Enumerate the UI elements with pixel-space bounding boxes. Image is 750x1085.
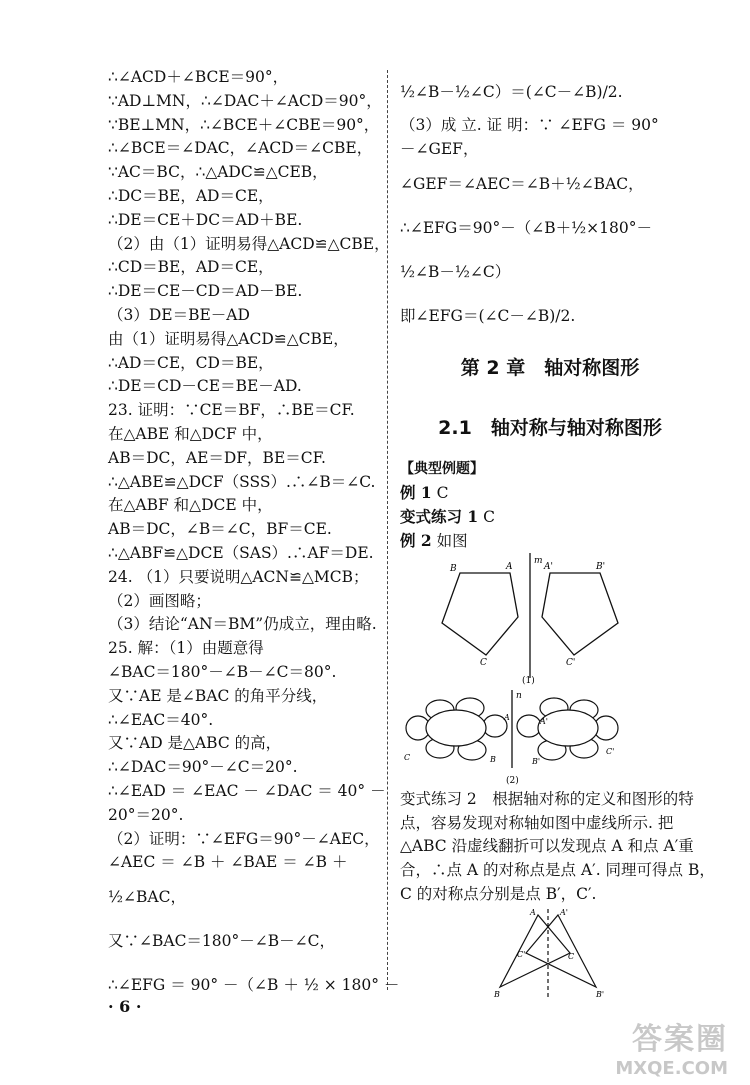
flower-figure bbox=[400, 688, 700, 788]
text-line: ∴△ABE≌△DCF（SSS）.∴∠B＝∠C. bbox=[108, 472, 376, 491]
pentagon-figure bbox=[400, 553, 700, 688]
tri-label-b: B bbox=[494, 989, 500, 999]
text-line: 23. 证明：∵CE＝BF，∴BE＝CF. bbox=[108, 401, 355, 420]
text-line: ∵AC＝BC，∴△ADC≌△CEB， bbox=[108, 163, 328, 182]
text-line: 由（1）证明易得△ACD≌△CBE， bbox=[108, 329, 349, 348]
text-line: ∴DE＝CE＋DC＝AD＋BE. bbox=[108, 210, 303, 229]
pentagon-left bbox=[442, 573, 518, 655]
text-line: AB＝DC，AE＝DF，BE＝CF. bbox=[108, 448, 326, 467]
example-2-text: 如图 bbox=[436, 531, 468, 550]
text-line: ∴∠EAD ＝ ∠EAC － ∠DAC ＝ 40° － bbox=[108, 781, 386, 800]
text-line: ∴DE＝CE－CD＝AD－BE. bbox=[108, 282, 303, 301]
text-line: ∴DC＝BE，AD＝CE， bbox=[108, 186, 274, 205]
text-line: －∠GEF， bbox=[400, 139, 479, 158]
label-a: A bbox=[506, 561, 513, 572]
example-tag: 【典型例题】 bbox=[400, 460, 484, 477]
flower-label-a: A bbox=[504, 712, 510, 722]
text-line: ∴∠DAC＝90°－∠C＝20°. bbox=[108, 758, 298, 777]
text-line: 20°＝20°. bbox=[108, 805, 184, 824]
label-c: C bbox=[480, 657, 487, 668]
example-2 bbox=[400, 529, 700, 553]
text-line: ∴∠EFG ＝ 90° －（∠B ＋ ½ × 180° － bbox=[108, 976, 400, 995]
text-line: 在△ABF 和△DCE 中， bbox=[108, 496, 273, 515]
figure-1-caption: (1) bbox=[522, 675, 535, 686]
page-number: · 6 · bbox=[108, 997, 142, 1016]
figure-2-caption: (2) bbox=[506, 775, 519, 786]
text-line: ∵AD⊥MN，∴∠DAC＋∠ACD＝90°， bbox=[108, 91, 382, 110]
label-b: B bbox=[450, 563, 457, 574]
variant-2-line: 变式练习 2 根据轴对称的定义和图形的特 bbox=[400, 789, 694, 808]
text-line: ∠AEC ＝ ∠B ＋ ∠BAE ＝ ∠B ＋ bbox=[108, 853, 348, 872]
text-line: （2）证明：∵∠EFG＝90°－∠AEC， bbox=[108, 829, 380, 848]
variant-2-line: C 的对称点分别是点 B′，C′. bbox=[400, 884, 597, 903]
tri-label-b-prime: B' bbox=[596, 989, 605, 999]
text-line: ∠GEF＝∠AEC＝∠B＋½∠BAC， bbox=[400, 174, 644, 193]
watermark-bottom: MXQE.COM bbox=[615, 1058, 728, 1079]
text-line: ∵BE⊥MN，∴∠BCE＋∠CBE＝90°， bbox=[108, 115, 380, 134]
triangle-abc-prime bbox=[526, 915, 596, 987]
flower-label-a-prime: A' bbox=[540, 716, 548, 726]
text-line: ∴∠EAC＝40°. bbox=[108, 710, 214, 729]
text-line: ½∠B－½∠C） bbox=[400, 262, 511, 281]
text-line: 25. 解：（1）由题意得 bbox=[108, 639, 264, 658]
flower-right bbox=[517, 698, 618, 760]
watermark bbox=[615, 1014, 728, 1079]
example-1 bbox=[400, 481, 700, 505]
label-c-prime: C' bbox=[566, 657, 576, 668]
text-line: 即∠EFG＝(∠C－∠B)/2. bbox=[400, 306, 576, 325]
watermark-top: 答案圈 bbox=[632, 1022, 728, 1057]
text-line: ½∠BAC， bbox=[108, 888, 186, 907]
text-line: 又∵∠BAC＝180°－∠B－∠C， bbox=[108, 932, 335, 951]
variant-1-answer: C bbox=[483, 508, 495, 527]
tri-label-a: A bbox=[530, 907, 536, 917]
section-title: 2.1 轴对称与轴对称图形 bbox=[438, 416, 662, 439]
chapter-title: 第 2 章 轴对称图形 bbox=[460, 356, 640, 379]
axis-m-label: m bbox=[534, 555, 543, 566]
text-line: ∴DE＝CD－CE＝BE－AD. bbox=[108, 377, 302, 396]
text-line: 24. （1）只要说明△ACN≌△MCB； bbox=[108, 567, 369, 586]
text-line: 又∵AE 是∠BAC 的角平分线， bbox=[108, 686, 328, 705]
variant-2-line: 点，容易发现对称轴如图中虚线所示. 把 bbox=[400, 813, 674, 832]
text-line: ∴∠EFG＝90°－（∠B＋½×180°－ bbox=[400, 218, 652, 237]
variant-1-label: 变式练习 1 bbox=[400, 507, 479, 527]
text-line: ∴△ABF≌△DCE（SAS）.∴AF＝DE. bbox=[108, 543, 374, 562]
text-line: （3）结论“AN＝BM”仍成立，理由略. bbox=[108, 615, 377, 634]
example-2-label: 例 2 bbox=[400, 530, 432, 550]
right-column bbox=[400, 70, 715, 999]
left-column bbox=[108, 66, 400, 1007]
text-line: ∴CD＝BE，AD＝CE， bbox=[108, 258, 274, 277]
flower-label-b: B bbox=[490, 754, 496, 764]
text-line: （2）画图略； bbox=[108, 591, 211, 610]
text-line: ½∠B－½∠C）＝(∠C－∠B)/2. bbox=[400, 83, 623, 101]
example-1-answer: C bbox=[436, 484, 449, 503]
flower-label-c: C bbox=[404, 752, 411, 762]
triangle-abc bbox=[500, 915, 570, 987]
text-line: ∠BAC＝180°－∠B－∠C＝80°. bbox=[108, 662, 337, 681]
flower-label-c-prime: C' bbox=[606, 746, 615, 756]
flower-left bbox=[406, 698, 507, 760]
text-line: （3）成 立. 证 明：∵ ∠EFG ＝ 90° bbox=[400, 116, 659, 134]
label-a-prime: A' bbox=[544, 561, 553, 572]
text-line: （2）由（1）证明易得△ACD≌△CBE， bbox=[108, 234, 390, 253]
tri-label-a-prime: A' bbox=[560, 907, 568, 917]
triangle-figure bbox=[400, 907, 700, 999]
tri-label-c-prime: C' bbox=[517, 949, 526, 959]
text-line: 在△ABE 和△DCF 中， bbox=[108, 424, 273, 443]
flower-label-b-prime: B' bbox=[532, 756, 541, 766]
text-line: 又∵AD 是△ABC 的高， bbox=[108, 734, 282, 753]
label-b-prime: B' bbox=[596, 561, 606, 572]
text-line: ∴AD＝CE，CD＝BE， bbox=[108, 353, 274, 372]
example-1-label: 例 1 bbox=[400, 483, 432, 503]
tri-label-c: C bbox=[568, 951, 575, 961]
axis-n-label: n bbox=[516, 690, 522, 701]
pentagon-right bbox=[542, 573, 618, 655]
text-line: AB＝DC，∠B＝∠C，BF＝CE. bbox=[108, 520, 332, 539]
text-line: ∴∠ACD＋∠BCE＝90°， bbox=[108, 68, 289, 86]
text-line: （3）DE＝BE－AD bbox=[108, 305, 250, 324]
variant-2-line: 合，∴点 A 的对称点是点 A′. 同理可得点 B， bbox=[400, 861, 715, 880]
variant-2-line: △ABC 沿虚线翻折可以发现点 A 和点 A′重 bbox=[400, 837, 694, 856]
variant-1 bbox=[400, 505, 700, 529]
text-line: ∴∠BCE＝∠DAC，∠ACD＝∠CBE， bbox=[108, 139, 373, 158]
